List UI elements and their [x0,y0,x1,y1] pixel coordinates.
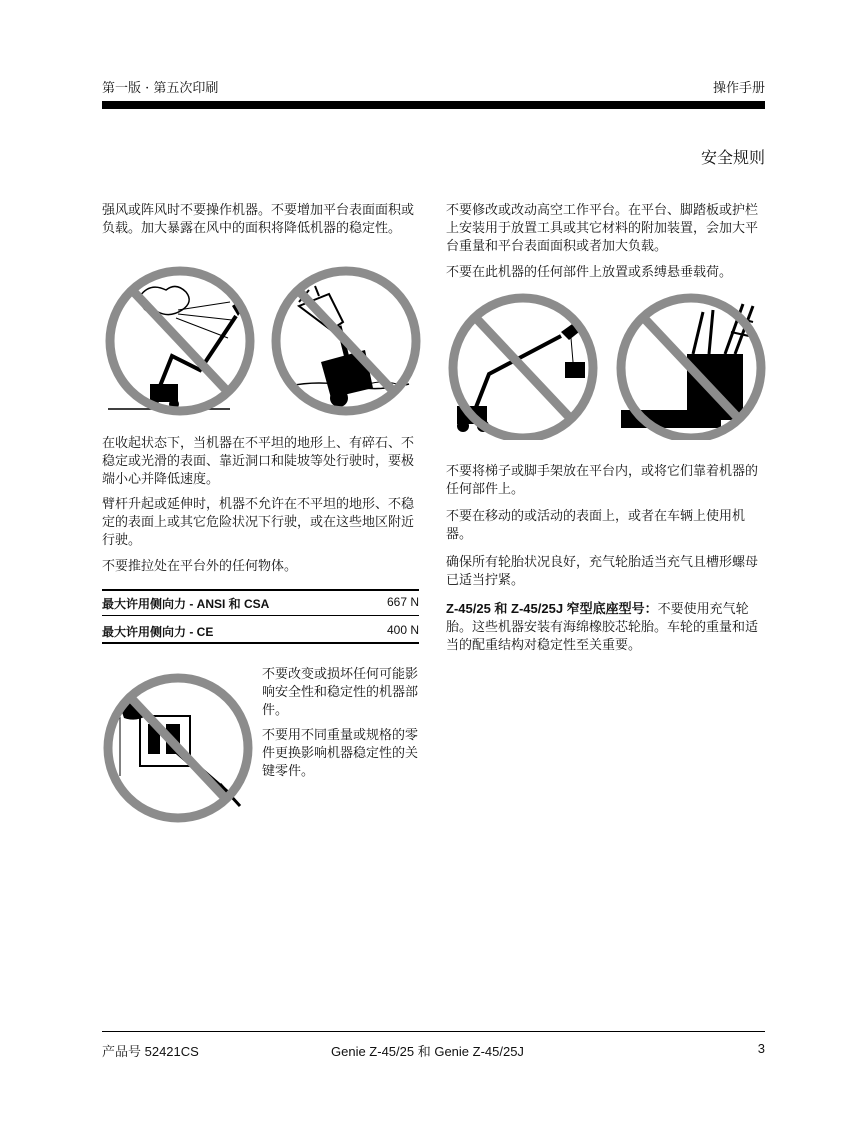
no-ladder-in-platform-illustration [613,292,769,440]
no-substitute-parts-text: 不要用不同重量或规格的零件更换影响机器稳定性的关键零件。 [262,728,419,779]
stowed-travel-caution-text: 在收起状态下，当机器在不平坦的地形上、有碎石、不稳定或光滑的表面、靠近洞口和陡坡等处行驶时，要极端小心并降低速度。 [102,436,415,487]
raised-boom-travel-text: 臂杆升起或延伸时，机器不允许在不平坦的地形、不稳定的表面上或其它危险状况下行驶，或在这些地区附近行驶。 [102,497,415,548]
narrow-chassis-body: 不要使用充气轮胎。这些机器安装有海绵橡胶芯轮胎。车轮的重量和适当的配重结构对稳定性至关重要。 [446,602,759,653]
side-force-label-ansi: 最大许用侧向力 - ANSI 和 CSA [102,597,270,611]
wind-warning-text: 强风或阵风时不要操作机器。不要增加平台表面面积或负载。加大暴露在风中的面积将降低机器的稳定性。 [102,203,415,236]
side-force-row-ce [102,623,419,640]
footer-part-number: 产品号 52421CS [102,1044,199,1059]
footer-model: Genie Z-45/25 和 Genie Z-45/25J [331,1044,524,1059]
side-force-value-ansi: 667 N [386,595,419,609]
header-rule [102,101,765,109]
no-hanging-load-illustration [443,292,603,440]
table-mid-rule [102,615,419,616]
no-moving-surface-text: 不要在移动的或活动的表面上，或者在车辆上使用机器。 [446,509,746,542]
side-force-label-ce: 最大许用侧向力 - CE [102,625,214,639]
header-left: 第一版 · 第五次印刷 [102,81,219,96]
table-bottom-rule [102,642,419,644]
header-right: 操作手册 [712,81,765,96]
section-title: 安全规则 [700,148,765,167]
no-push-pull-text: 不要推拉处在平台外的任何物体。 [102,559,298,574]
table-top-rule [102,589,419,591]
no-ladders-text: 不要将梯子或脚手架放在平台内，或将它们靠着机器的任何部件上。 [446,464,759,497]
no-modify-platform-text: 不要修改或改动高空工作平台。在平台、脚踏板或护栏上安装用于放置工具或其它材料的附加装置，会加大平台重量和平台表面面积或者加大负载。 [446,203,759,254]
side-force-row-ansi [102,595,419,612]
no-wind-operation-illustration [100,266,260,416]
no-tampering-illustration [100,666,260,826]
narrow-chassis-model-label: Z-45/25 和 Z-45/25J 窄型底座型号： [446,601,658,616]
side-force-value-ce: 400 N [386,623,419,637]
no-alter-components-text: 不要改变或损坏任何可能影响安全性和稳定性的机器部件。 [262,667,419,718]
narrow-chassis-text [446,600,766,655]
no-suspended-load-text: 不要在此机器的任何部件上放置或系缚悬垂载荷。 [446,265,733,280]
tire-condition-text: 确保所有轮胎状况良好，充气轮胎适当充气且槽形螺母已适当拧紧。 [446,555,759,588]
footer-page-number: 3 [757,1041,765,1056]
no-uneven-terrain-illustration [269,266,424,416]
footer-rule [102,1031,765,1032]
